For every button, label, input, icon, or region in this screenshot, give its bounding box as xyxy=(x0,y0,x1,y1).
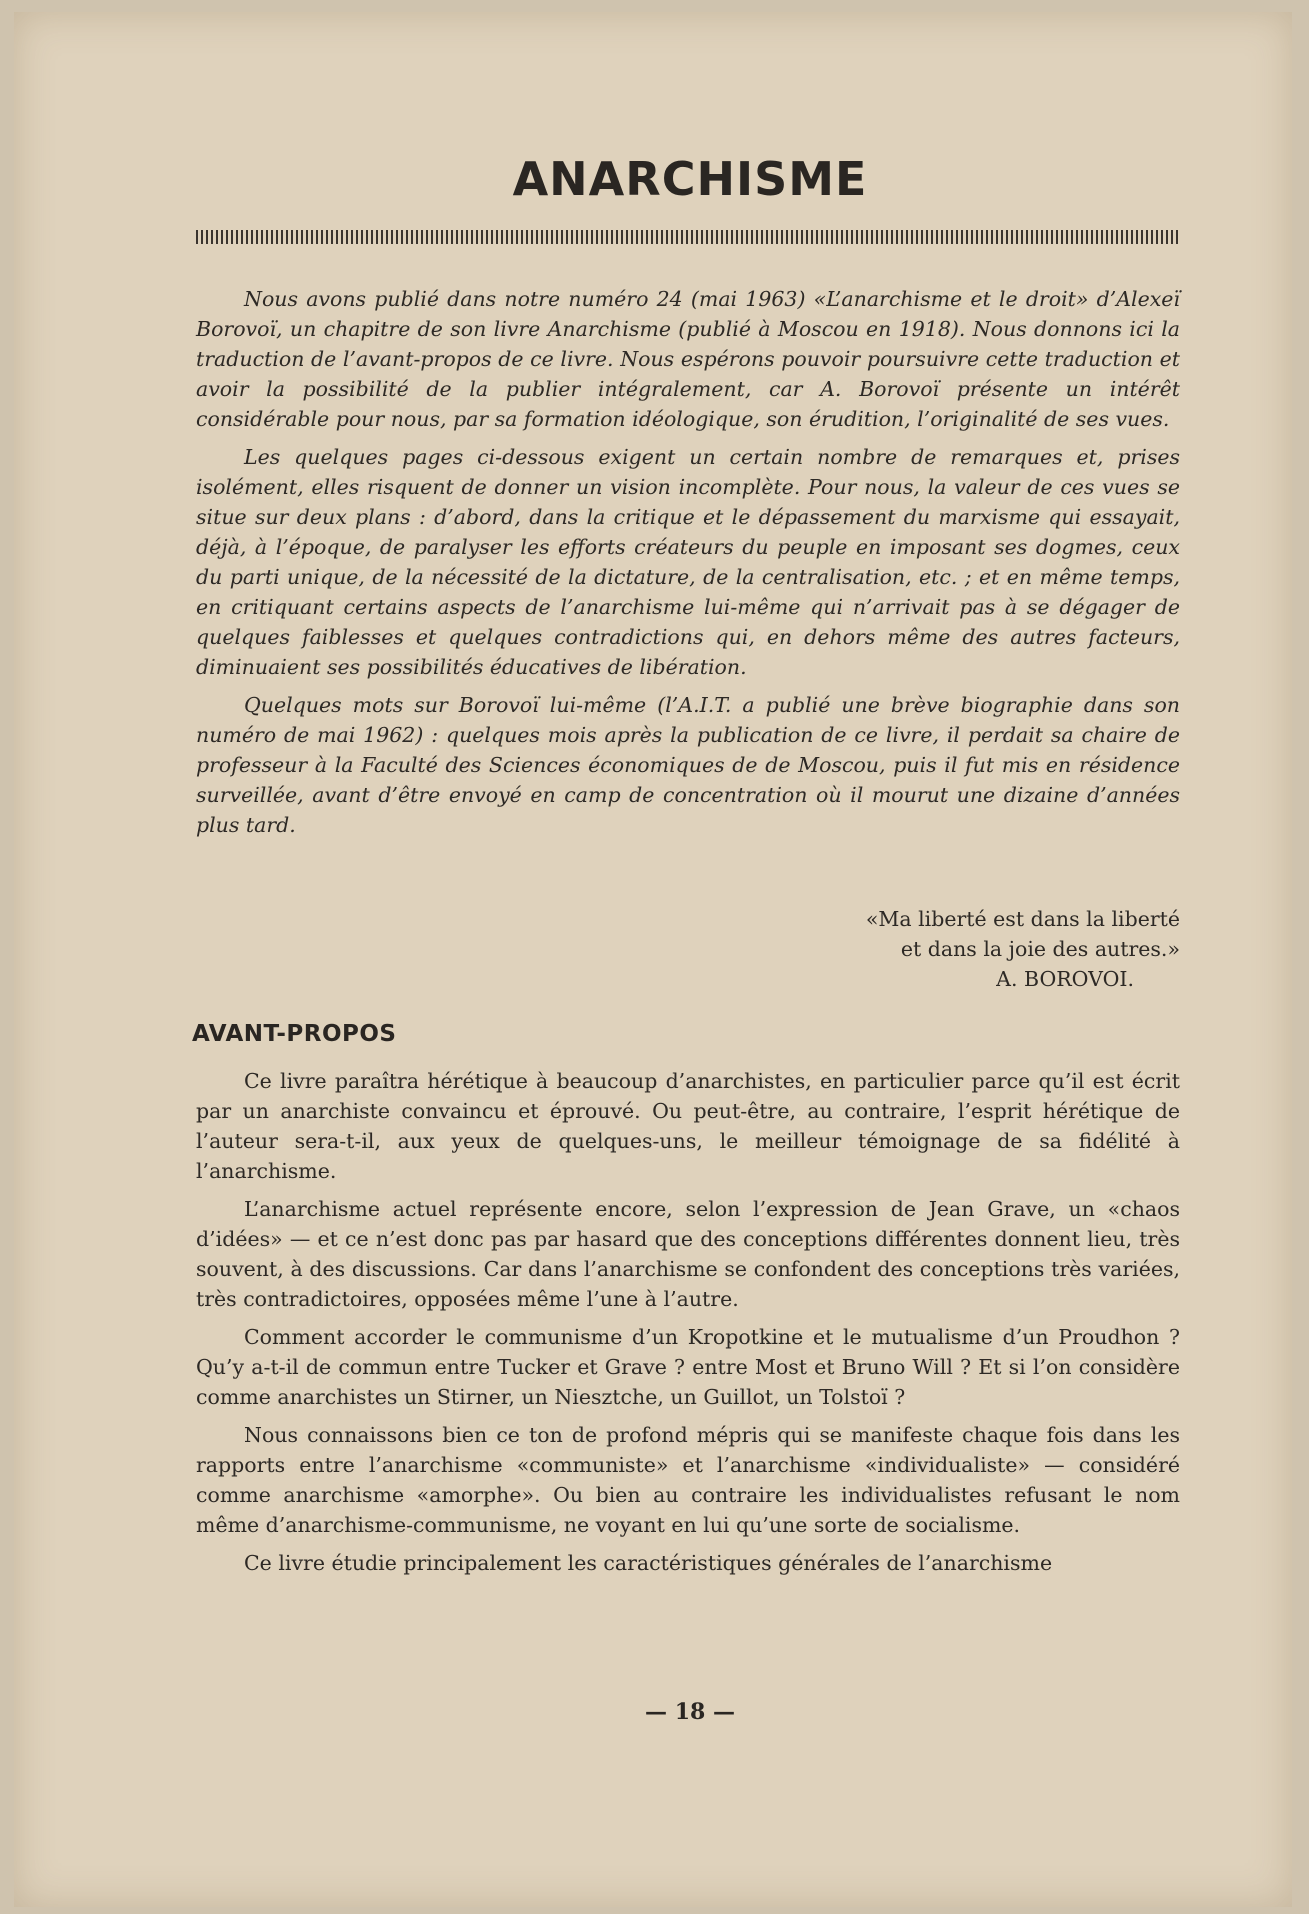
intro-paragraph-1: Nous avons publié dans notre numéro 24 (mai 1963) «L’anarchisme et le droit» d’Alexeï Borovoï, un chapitre de son livre Anarchisme (publié à Moscou en 1918). Nous donnons ici la traduction de l’avant-propos de ce livre. Nous espérons pouvoir poursuivre cette traduction et avoir la possibilité de la publier intégralement, car A. Borovoï présente un intérêt considérable pour nous, par sa formation idéologique, son érudition, l’originalité de ses vues. xyxy=(196,287,1180,431)
quote-author: A. BOROVOI. xyxy=(996,967,1134,991)
quote-line-1: «Ma liberté est dans la liberté xyxy=(865,907,1180,931)
editorial-intro xyxy=(196,284,1180,848)
foreword-body xyxy=(196,1066,1180,1586)
body-paragraph-1: Ce livre paraîtra hérétique à beaucoup d’anarchistes, en particulier parce qu’il est écrit par un anarchiste convaincu et éprouvé. Ou peut-être, au contraire, l’esprit hérétique de l’auteur sera-t-il, aux yeux de quelques-uns, le meilleur témoignage de sa fidélité à l’anarchisme. xyxy=(196,1069,1180,1183)
body-paragraph-4: Nous connaissons bien ce ton de profond mépris qui se manifeste chaque fois dans les rapports entre l’anarchisme «communiste» et l’anarchisme «individualiste» — considéré comme anarchisme «amorphe». Ou bien au contraire les individualistes refusant le nom même d’anarchisme-communisme, ne voyant en lui qu’une sorte de socialisme. xyxy=(196,1423,1180,1537)
quote-line-2: et dans la joie des autres.» xyxy=(900,937,1180,961)
page-title: ANARCHISME xyxy=(512,152,868,206)
intro-paragraph-3: Quelques mots sur Borovoï lui-même (l’A.I.T. a publié une brève biographie dans son numéro de mai 1962) : quelques mois après la publication de ce livre, il perdait sa chaire de professeur à la Faculté des Sciences économiques de de Moscou, puis il fut mis en résidence surveillée, avant d’être envoyé en camp de concentration où il mourut une dizaine d’années plus tard. xyxy=(196,693,1180,837)
epigraph-quote xyxy=(700,904,1180,994)
intro-paragraph-2: Les quelques pages ci-dessous exigent un certain nombre de remarques et, prises isolément, elles risquent de donner un vision incomplète. Pour nous, la valeur de ces vues se situe sur deux plans : d’abord, dans la critique et le dépassement du marxisme qui essayait, déjà, à l’époque, de paralyser les efforts créateurs du peuple en imposant ses dogmes, ceux du parti unique, de la nécessité de la dictature, de la centralisation, etc. ; et en même temps, en critiquant certains aspects de l’anarchisme lui-même qui n’arrivait pas à se dégager de quelques faiblesses et quelques contradictions qui, en dehors même des autres facteurs, diminuaient ses possibilités éducatives de libération. xyxy=(196,445,1180,679)
title-underline-rule xyxy=(196,230,1180,244)
section-heading: AVANT-PROPOS xyxy=(192,1021,397,1047)
page-number: — 18 — xyxy=(645,1699,735,1725)
body-paragraph-2: L’anarchisme actuel représente encore, selon l’expression de Jean Grave, un «chaos d’idées» — et ce n’est donc pas par hasard que des conceptions différentes donnent lieu, très souvent, à des discussions. Car dans l’anarchisme se confondent des conceptions très variées, très contradictoires, opposées même l’une à l’autre. xyxy=(196,1197,1180,1311)
body-paragraph-3: Comment accorder le communisme d’un Kropotkine et le mutualisme d’un Proudhon ? Qu’y a-t-il de commun entre Tucker et Grave ? entre Most et Bruno Will ? Et si l’on considère comme anarchistes un Stirner, un Niesztche, un Guillot, un Tolstoï ? xyxy=(196,1325,1180,1409)
body-paragraph-5: Ce livre étudie principalement les caractéristiques générales de l’anarchisme xyxy=(244,1551,1053,1575)
